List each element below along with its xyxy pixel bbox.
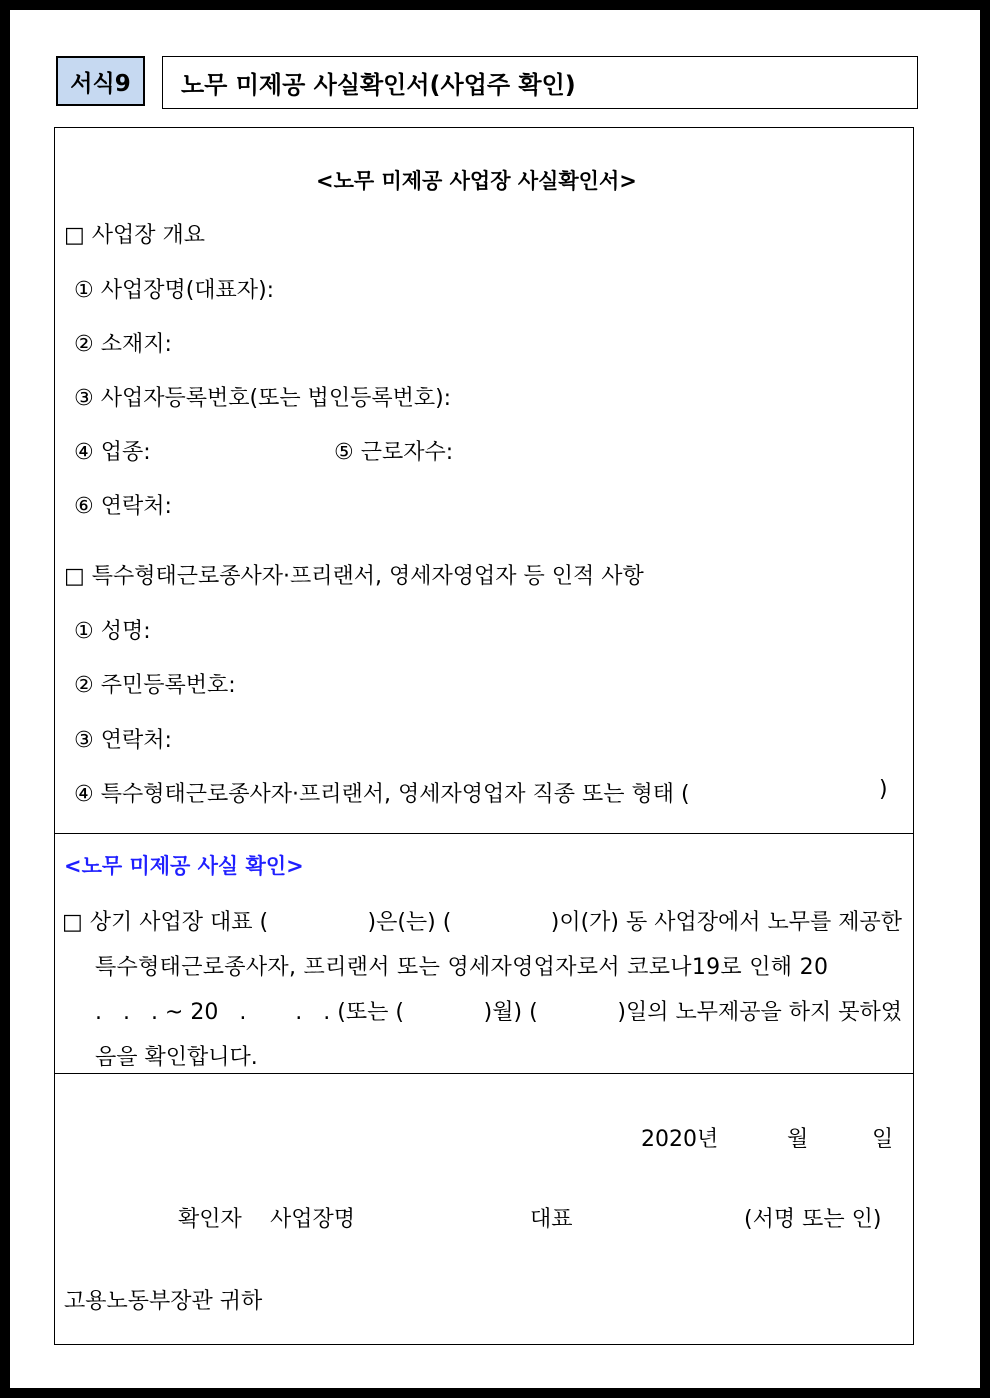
- confirmer-label: 확인자: [178, 1207, 242, 1232]
- workplace-contact-field: ⑥ 연락처:: [74, 494, 172, 519]
- form-box: [54, 127, 914, 1345]
- employee-count-field: ⑤ 근로자수:: [334, 440, 454, 465]
- occupation-close-paren: ): [879, 777, 888, 802]
- addressee: 고용노동부장관 귀하: [64, 1289, 263, 1314]
- date-year: 2020년: [641, 1127, 719, 1152]
- document-title: 노무 미제공 사실확인서(사업주 확인): [162, 56, 918, 109]
- confirm-text: . . . ~ 20 . . . (또는 (: [95, 1000, 404, 1025]
- date-day: 일: [872, 1127, 894, 1152]
- confirm-text: )이(가) 동 사업장에서 노무를 제공한: [550, 910, 902, 935]
- confirm-text: )월) (: [483, 1000, 538, 1025]
- business-number-field: ③ 사업자등록번호(또는 법인등록번호):: [74, 386, 452, 411]
- workplace-name-label: 사업장명: [270, 1207, 356, 1232]
- person-contact-field: ③ 연락처:: [74, 728, 172, 753]
- workplace-heading: □ 사업장 개요: [64, 223, 206, 248]
- confirm-text: 음을 확인합니다.: [95, 1045, 258, 1070]
- page: [10, 10, 980, 1388]
- resident-number-field: ② 주민등록번호:: [74, 673, 236, 698]
- confirm-line: [62, 990, 902, 1035]
- confirm-text: )은(는) (: [367, 910, 452, 935]
- occupation-field: ④ 특수형태근로종사자·프리랜서, 영세자영업자 직종 또는 형태 (: [74, 782, 690, 807]
- industry-field: ④ 업종:: [74, 440, 151, 465]
- confirm-text: 특수형태근로종사자, 프리랜서 또는 영세자영업자로서 코로나19로 인해 20: [95, 955, 829, 980]
- form-number-badge: 서식9: [56, 56, 145, 106]
- confirm-heading: <노무 미제공 사실 확인>: [64, 854, 304, 878]
- person-name-field: ① 성명:: [74, 619, 151, 644]
- confirm-line: [62, 900, 902, 945]
- workplace-address-field: ② 소재지:: [74, 332, 172, 357]
- confirm-text: □ 상기 사업장 대표 (: [62, 910, 269, 935]
- representative-label: 대표: [530, 1207, 573, 1232]
- signature-label: (서명 또는 인): [744, 1207, 882, 1232]
- confirm-line: [62, 1035, 902, 1080]
- person-heading: □ 특수형태근로종사자·프리랜서, 영세자영업자 등 인적 사항: [64, 564, 644, 589]
- date-month: 월: [787, 1127, 809, 1152]
- workplace-name-field: ① 사업장명(대표자):: [74, 278, 275, 303]
- confirm-text: )일의 노무제공을 하지 못하였: [617, 1000, 902, 1025]
- form-subtitle: <노무 미제공 사업장 사실확인서>: [316, 169, 637, 193]
- confirm-paragraph: [62, 900, 902, 1080]
- section-divider: [54, 833, 914, 834]
- confirm-line: [62, 945, 902, 990]
